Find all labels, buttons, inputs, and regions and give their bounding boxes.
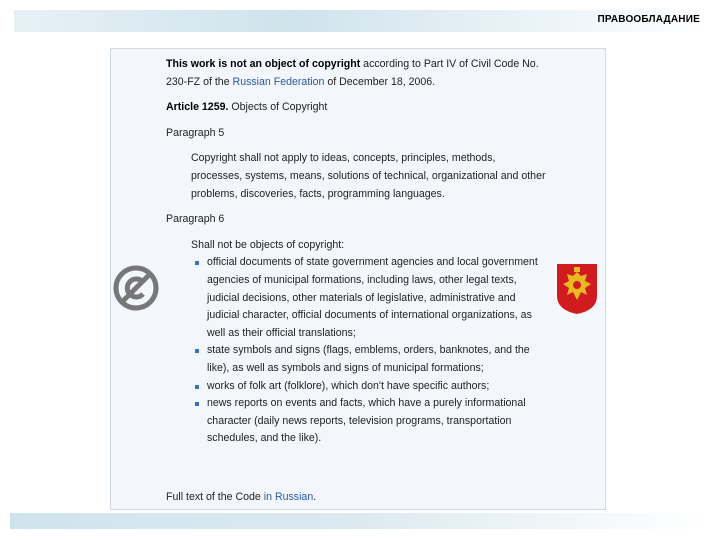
article-heading (166, 99, 546, 117)
paragraph6-intro: Shall not be objects of copyright: (191, 238, 345, 251)
article-number: Article 1259. (166, 101, 229, 114)
list-item: news reports on events and facts, which have a purely informational character (daily news reports, television programs, transportation schedules, and the like). (191, 395, 546, 448)
footer-bar (10, 513, 710, 529)
exclusions-list (166, 254, 546, 448)
list-item: works of folk art (folklore), which don't have specific authors; (191, 378, 546, 396)
russian-federation-link[interactable]: Russian Federation (232, 75, 325, 88)
intro-bold: This work is not an object of copyright (166, 58, 361, 70)
footer-text: Full text of the Code (166, 491, 264, 503)
document-text (166, 56, 546, 448)
list-item: official documents of state government agencies and local government agencies of municipal formations, including laws, other legal texts, judicial decisions, other materials of legislative, administrative and judicial character, official documents of international organizations, as well as their official translations; (191, 254, 546, 342)
document-footer (166, 491, 316, 503)
in-russian-link[interactable]: in Russian (263, 491, 314, 503)
footer-end: . (313, 491, 317, 503)
article-title: Objects of Copyright (228, 101, 328, 114)
coat-of-arms-icon (555, 262, 599, 316)
slide-title: ПРАВООБЛАДАНИЕ (597, 14, 700, 25)
intro-paragraph (166, 56, 546, 91)
paragraph6-heading: Paragraph 6 (166, 213, 225, 226)
intro-text-1: according to Part IV of Civil Code No. 230-FZ of the (166, 58, 539, 88)
public-domain-icon (113, 265, 159, 311)
intro-text-2: of December 18, 2006. (324, 75, 436, 88)
list-item: state symbols and signs (flags, emblems, orders, banknotes, and the like), as well as symbols and signs of municipal formations; (191, 342, 546, 377)
paragraph5-heading: Paragraph 5 (166, 126, 225, 139)
paragraph5-text: Copyright shall not apply to ideas, concepts, principles, methods, processes, systems, means, solutions of technical, organizational and other problems, discoveries, facts, programming languages. (191, 152, 546, 200)
